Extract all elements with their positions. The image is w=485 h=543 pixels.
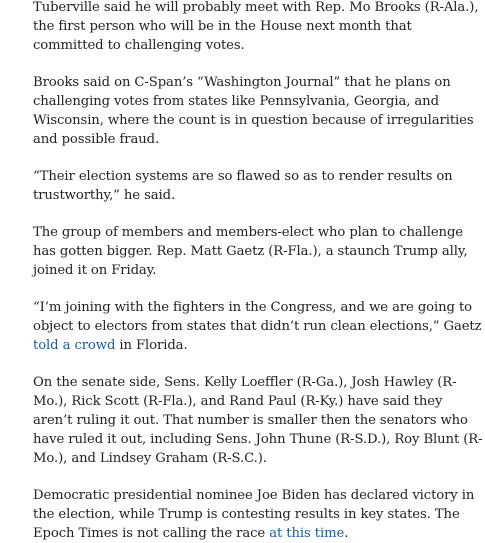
told-a-crowd-link[interactable]: told a crowd [33,338,116,353]
paragraph-senate-side: On the senate side, Sens. Kelly Loeffler (R-Ga.), Josh Hawley (R-Mo.), Rick Scott (R-Fla.), and Rand Paul (R-Ky.) have said they aren’t ruling it out. That number is smaller then the senators who have ruled it out, including Sens. John Thune (R-S.D.), Roy Blunt (R-Mo.), and Lindsey Graham (R-S.C.). [33,375,483,466]
paragraph-brooks-cspan: Brooks said on C-Span’s “Washington Journal” that he plans on challenging votes from states like Pennsylvania, Georgia, and Wisconsin, where the count is in question because of irregularities and possible fraud. [33,75,474,147]
paragraph-gaetz-quote-text: “I’m joining with the fighters in the Congress, and we are going to object to electors from states that didn’t run clean elections,” Gaetz [33,300,482,334]
paragraph-biden-victory-text: Democratic presidential nominee Joe Biden has declared victory in the election, while Trump is contesting results in key states. The Epoch Times is not calling the race [33,488,475,541]
at-this-time-link[interactable]: at this time [269,526,345,541]
paragraph-gaetz-quote [33,298,483,355]
paragraph-gaetz-joined: The group of members and members-elect who plan to challenge has gotten bigger. Rep. Matt Gaetz (R-Fla.), a staunch Trump ally, joined it on Friday. [33,225,468,278]
paragraph-brooks-meeting: Tuberville said he will probably meet with Rep. Mo Brooks (R-Ala.), the first person who will be in the House next month that committed to challenging votes. [33,0,479,53]
paragraph-biden-victory [33,486,483,543]
paragraph-quote-systems: “Their election systems are so flawed so as to render results on trustworthy,” he said. [33,169,453,203]
paragraph-biden-victory-tail: . [344,526,349,541]
paragraph-gaetz-quote-tail: in Florida. [115,338,188,353]
